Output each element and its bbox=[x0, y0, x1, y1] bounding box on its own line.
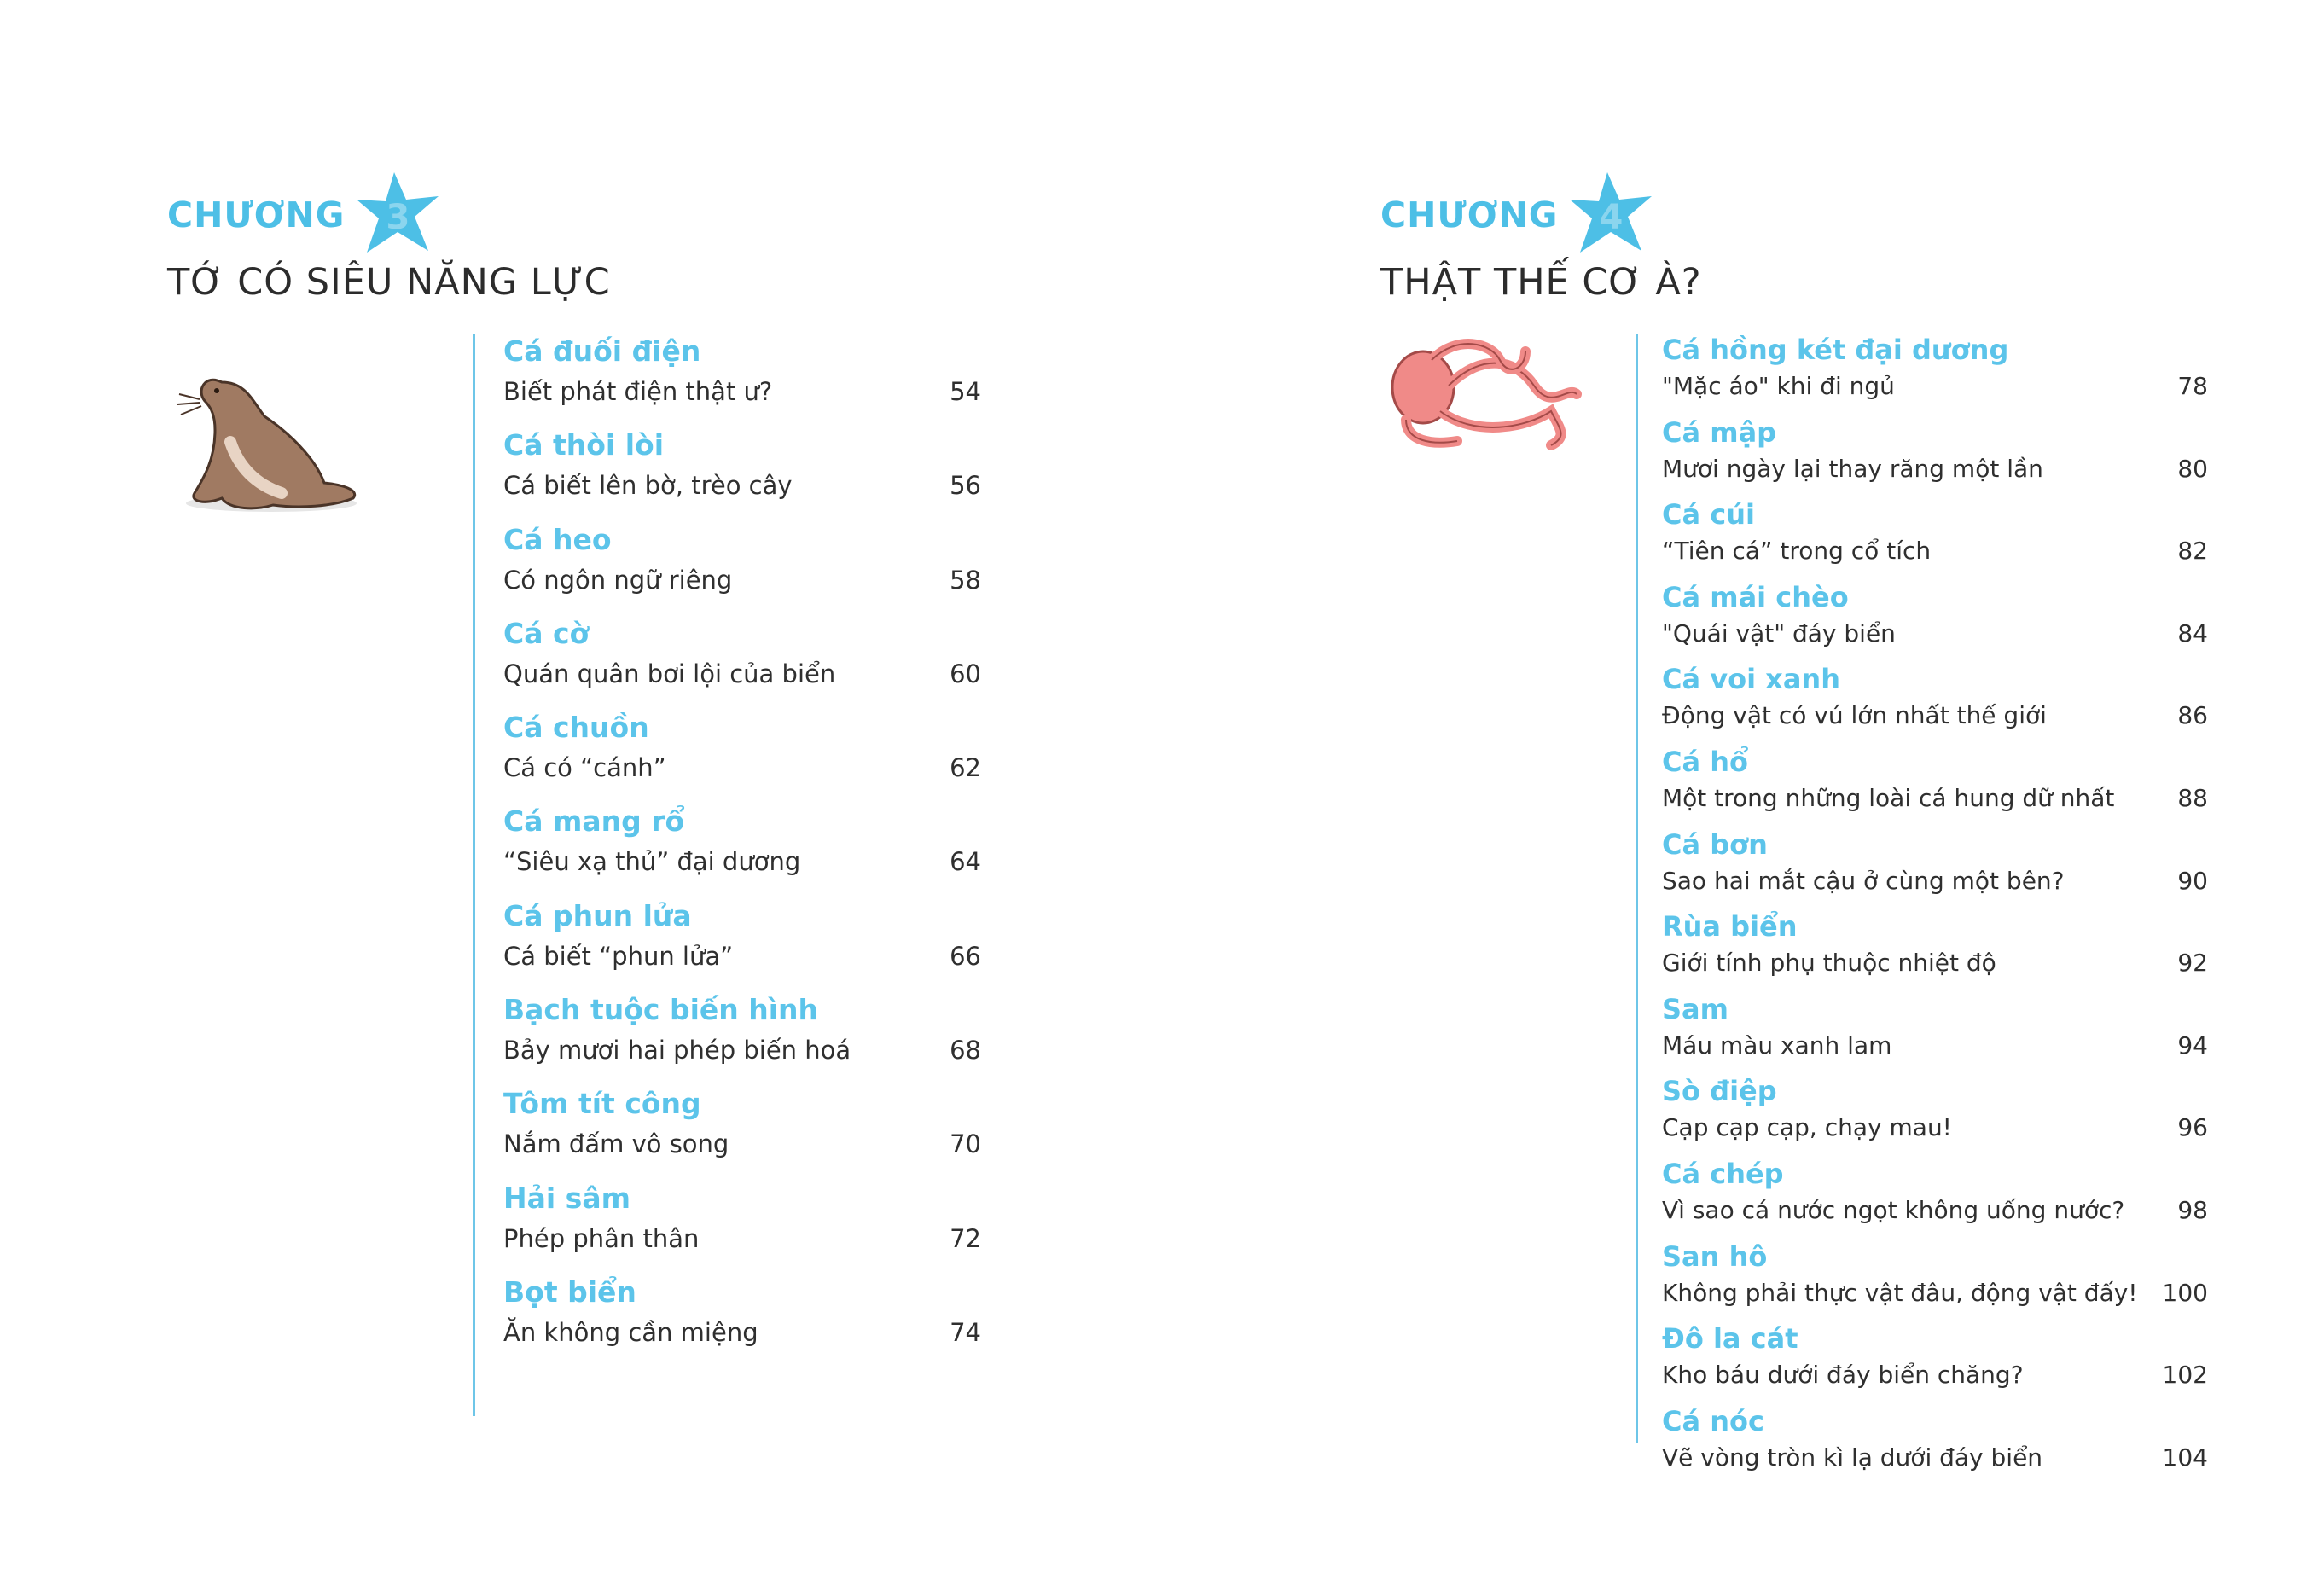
entry-subtitle: Không phải thực vật đâu, động vật đấy! bbox=[1662, 1278, 2138, 1307]
entry-title: Cá heo bbox=[503, 522, 612, 556]
page-number: 84 bbox=[2177, 618, 2208, 647]
chapter-label: CHƯƠNG bbox=[1380, 194, 1559, 235]
entry-title: Hải sâm bbox=[503, 1181, 630, 1215]
entry-subtitle: Một trong những loài cá hung dữ nhất bbox=[1662, 783, 2115, 812]
entry-subtitle: Máu màu xanh lam bbox=[1662, 1031, 1892, 1060]
page-number: 94 bbox=[2177, 1031, 2208, 1060]
toc-entry[interactable] bbox=[503, 1089, 981, 1183]
entry-title: Cá nóc bbox=[1662, 1404, 1764, 1437]
toc-entry[interactable] bbox=[503, 522, 981, 619]
toc-entry[interactable] bbox=[1662, 992, 2208, 1078]
toc-entry[interactable] bbox=[503, 616, 981, 713]
toc-entry[interactable] bbox=[503, 334, 981, 431]
entry-subtitle: Cá biết “phun lửa” bbox=[503, 941, 734, 971]
entry-title: Cá chép bbox=[1662, 1157, 1784, 1190]
entry-title: Cá cờ bbox=[503, 616, 590, 650]
entry-subtitle: Sao hai mắt cậu ở cùng một bên? bbox=[1662, 866, 2065, 895]
entry-title: Cá thòi lòi bbox=[503, 428, 665, 462]
entry-title: Bọt biển bbox=[503, 1274, 636, 1309]
entry-subtitle: Động vật có vú lớn nhất thế giới bbox=[1662, 701, 2047, 730]
entry-title: Rùa biển bbox=[1662, 910, 1798, 943]
toc-entry[interactable] bbox=[1662, 1077, 2208, 1160]
entry-title: Cá hổ bbox=[1662, 745, 1748, 778]
entry-subtitle: Giới tính phụ thuộc nhiệt độ bbox=[1662, 949, 1996, 978]
toc-entry[interactable] bbox=[503, 428, 981, 525]
toc-entry[interactable] bbox=[503, 1274, 981, 1372]
entry-subtitle: “Tiên cá” trong cổ tích bbox=[1662, 537, 1932, 566]
chapter-number: 3 bbox=[386, 198, 410, 237]
page-number: 58 bbox=[950, 565, 981, 595]
divider-line bbox=[1636, 334, 1638, 1443]
toc-entry[interactable] bbox=[503, 898, 981, 996]
entry-title: San hô bbox=[1662, 1240, 1768, 1273]
entry-subtitle: Bảy mươi hai phép biến hoá bbox=[503, 1036, 851, 1065]
page-number: 96 bbox=[2177, 1113, 2208, 1142]
toc-entry[interactable] bbox=[503, 804, 981, 901]
chapter-heading bbox=[167, 167, 611, 304]
toc-entry[interactable] bbox=[1662, 1404, 2208, 1490]
toc-entry[interactable] bbox=[503, 993, 981, 1089]
entry-subtitle: “Siêu xạ thủ” đại dương bbox=[503, 847, 801, 877]
page-number: 104 bbox=[2162, 1443, 2208, 1472]
entry-title: Cá chuồn bbox=[503, 711, 649, 745]
page-number: 62 bbox=[950, 753, 981, 783]
entry-subtitle: Phép phân thân bbox=[503, 1223, 700, 1253]
octopus-illustration bbox=[1380, 334, 1585, 458]
chapter-label: CHƯƠNG bbox=[167, 194, 346, 235]
entry-title: Cá phun lửa bbox=[503, 898, 692, 932]
starfish-icon bbox=[1563, 167, 1659, 263]
toc-entry[interactable] bbox=[1662, 336, 2208, 419]
page-number: 64 bbox=[950, 847, 981, 877]
entry-subtitle: Quán quân bơi lội của biển bbox=[503, 659, 836, 688]
entry-subtitle: Cá biết lên bờ, trèo cây bbox=[503, 471, 793, 501]
entry-subtitle: Vì sao cá nước ngọt không uống nước? bbox=[1662, 1195, 2125, 1224]
page-number: 88 bbox=[2177, 783, 2208, 812]
page-number: 90 bbox=[2177, 866, 2208, 895]
page-number: 82 bbox=[2177, 537, 2208, 566]
toc-entry[interactable] bbox=[1662, 1240, 2208, 1326]
starfish-icon bbox=[350, 167, 445, 263]
page-number: 68 bbox=[950, 1036, 981, 1065]
page-number: 98 bbox=[2177, 1195, 2208, 1224]
right-page bbox=[1162, 0, 2324, 1585]
page-number: 78 bbox=[2177, 372, 2208, 400]
chapter-heading bbox=[1380, 167, 1702, 304]
sea-lion-illustration bbox=[171, 348, 367, 523]
entry-title: Bạch tuộc biến hình bbox=[503, 993, 819, 1027]
page-number: 86 bbox=[2177, 701, 2208, 730]
entry-subtitle: Kho báu dưới đáy biển chăng? bbox=[1662, 1361, 2024, 1390]
page-number: 100 bbox=[2162, 1278, 2208, 1307]
entry-subtitle: "Mặc áo" khi đi ngủ bbox=[1662, 372, 1895, 400]
page-number: 54 bbox=[950, 377, 981, 406]
toc-entry[interactable] bbox=[1662, 498, 2208, 583]
table-of-contents bbox=[1662, 336, 2208, 1489]
entry-title: Cá mái chèo bbox=[1662, 580, 1849, 613]
toc-entry[interactable] bbox=[1662, 665, 2208, 748]
chapter-title: THẬT THẾ CƠ À? bbox=[1380, 261, 1702, 304]
entry-subtitle: Mươi ngày lại thay răng một lần bbox=[1662, 454, 2043, 483]
toc-entry[interactable] bbox=[1662, 910, 2208, 996]
toc-entry[interactable] bbox=[1662, 745, 2208, 831]
chapter-number: 4 bbox=[1599, 198, 1624, 237]
page-number: 74 bbox=[950, 1317, 981, 1347]
entry-title: Cá hồng két đại dương bbox=[1662, 334, 2009, 366]
entry-title: Cá bơn bbox=[1662, 827, 1768, 861]
toc-entry[interactable] bbox=[1662, 415, 2208, 502]
entry-title: Cá cúi bbox=[1662, 498, 1755, 531]
page-number: 66 bbox=[950, 941, 981, 971]
entry-subtitle: Ăn không cần miệng bbox=[503, 1317, 758, 1347]
entry-title: Sam bbox=[1662, 992, 1728, 1025]
entry-subtitle: Nắm đấm vô song bbox=[503, 1129, 729, 1159]
entry-title: Cá mập bbox=[1662, 415, 1777, 449]
chapter-title: TỚ CÓ SIÊU NĂNG LỰC bbox=[167, 261, 611, 304]
entry-subtitle: Cá có “cánh” bbox=[503, 753, 666, 783]
entry-title: Cá mang rổ bbox=[503, 804, 685, 839]
page-number: 56 bbox=[950, 471, 981, 501]
table-of-contents bbox=[503, 334, 981, 1372]
entry-subtitle: Biết phát điện thật ư? bbox=[503, 377, 773, 406]
page-number: 60 bbox=[950, 659, 981, 688]
toc-entry[interactable] bbox=[1662, 580, 2208, 666]
toc-entry[interactable] bbox=[503, 1181, 981, 1278]
toc-entry[interactable] bbox=[1662, 1322, 2208, 1408]
entry-title: Đô la cát bbox=[1662, 1322, 1798, 1356]
page-number: 70 bbox=[950, 1129, 981, 1159]
page-number: 92 bbox=[2177, 949, 2208, 978]
page-number: 80 bbox=[2177, 454, 2208, 483]
entry-title: Sò điệp bbox=[1662, 1075, 1777, 1108]
page-number: 102 bbox=[2162, 1361, 2208, 1390]
entry-subtitle: "Quái vật" đáy biển bbox=[1662, 618, 1896, 647]
page-number: 72 bbox=[950, 1223, 981, 1253]
toc-entry[interactable] bbox=[1662, 1157, 2208, 1243]
entry-subtitle: Vẽ vòng tròn kì lạ dưới đáy biển bbox=[1662, 1443, 2043, 1472]
toc-entry[interactable] bbox=[503, 713, 981, 807]
toc-entry[interactable] bbox=[1662, 827, 2208, 914]
entry-title: Tôm tít công bbox=[503, 1087, 701, 1121]
entry-subtitle: Cạp cạp cạp, chạy mau! bbox=[1662, 1113, 1952, 1142]
entry-title: Cá voi xanh bbox=[1662, 663, 1840, 696]
entry-subtitle: Có ngôn ngữ riêng bbox=[503, 565, 733, 595]
divider-line bbox=[473, 334, 475, 1416]
entry-title: Cá đuối điện bbox=[503, 334, 701, 368]
